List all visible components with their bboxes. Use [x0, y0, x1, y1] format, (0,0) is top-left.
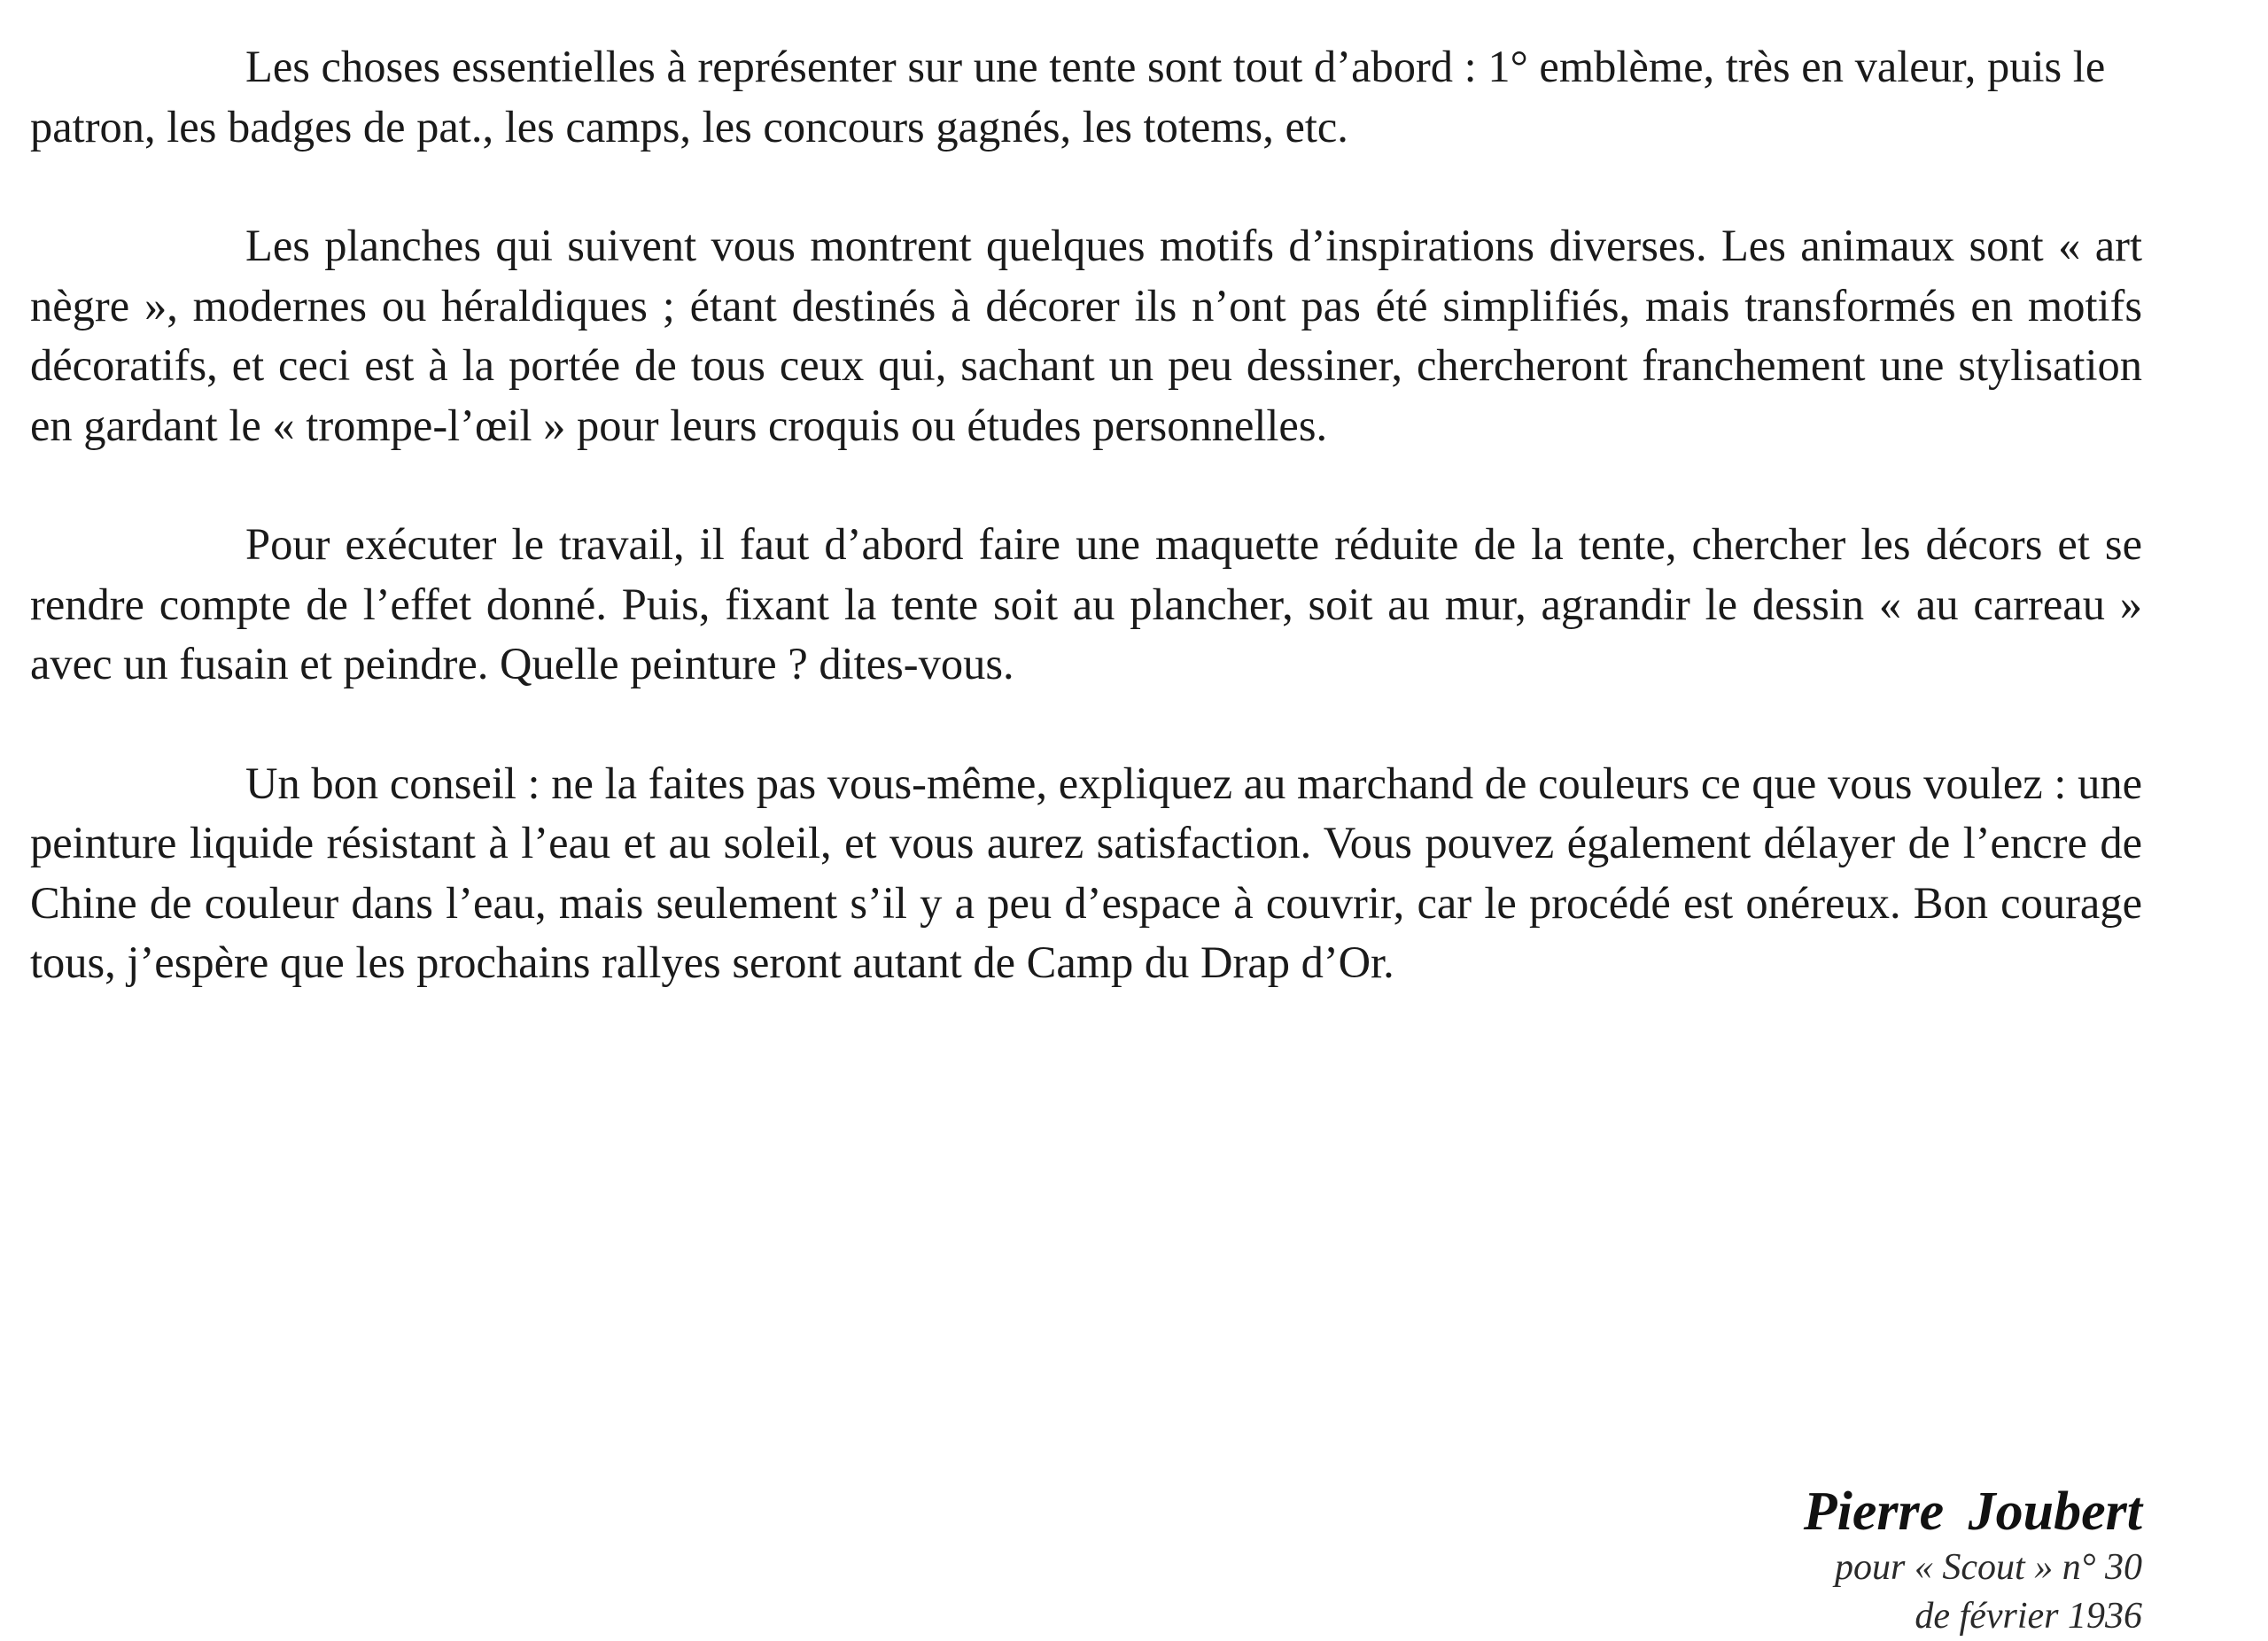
signature-block: [1804, 1480, 2142, 1641]
paragraph-motifs: Les planches qui suivent vous montrent quelques motifs d’inspirations diverses. Les animaux sont « art nègre », modernes ou héraldiques ; étant destinés à décorer ils n’ont pas été simplifiés, mais transformés en motifs décoratifs, et ceci est à la portée de tous ceux qui, sachant un peu dessiner, chercheront franchement une stylisation en gardant le « trompe-l’œil » pour leurs croquis ou études personnelles.: [30, 221, 2142, 450]
publication-date: de février 1936: [1915, 1596, 2142, 1637]
author-name: Pierre Joubert: [1803, 1482, 2142, 1542]
paragraph-execution: Pour exécuter le travail, il faut d’abord faire une maquette réduite de la tente, chercher les décors et se rendre compte de l’effet donné. Puis, fixant la tente soit au plancher, soit au mur, agrandir le dessin « au carreau » avec un fusain et peindre. Quelle peinture ? dites-vous.: [30, 519, 2142, 688]
publication-source: pour « Scout » n° 30: [1835, 1547, 2142, 1588]
document-body: [30, 37, 2142, 993]
paragraph-tent-essentials: Les choses essentielles à représenter sur une tente sont tout d’abord : 1° emblème, très en valeur, puis le patron, les badges de pat., les camps, les concours gagnés, les totems, etc.: [30, 42, 2106, 152]
paragraph-advice: Un bon conseil : ne la faites pas vous-même, expliquez au marchand de couleurs ce que vous voulez : une peinture liquide résistant à l’eau et au soleil, et vous aurez satisfaction. Vous pouvez également délayer de l’encre de Chine de couleur dans l’eau, mais seulement s’il y a peu d’espace à couvrir, car le procédé est onéreux. Bon courage tous, j’espère que les prochains rallyes seront autant de Camp du Drap d’Or.: [30, 758, 2142, 987]
